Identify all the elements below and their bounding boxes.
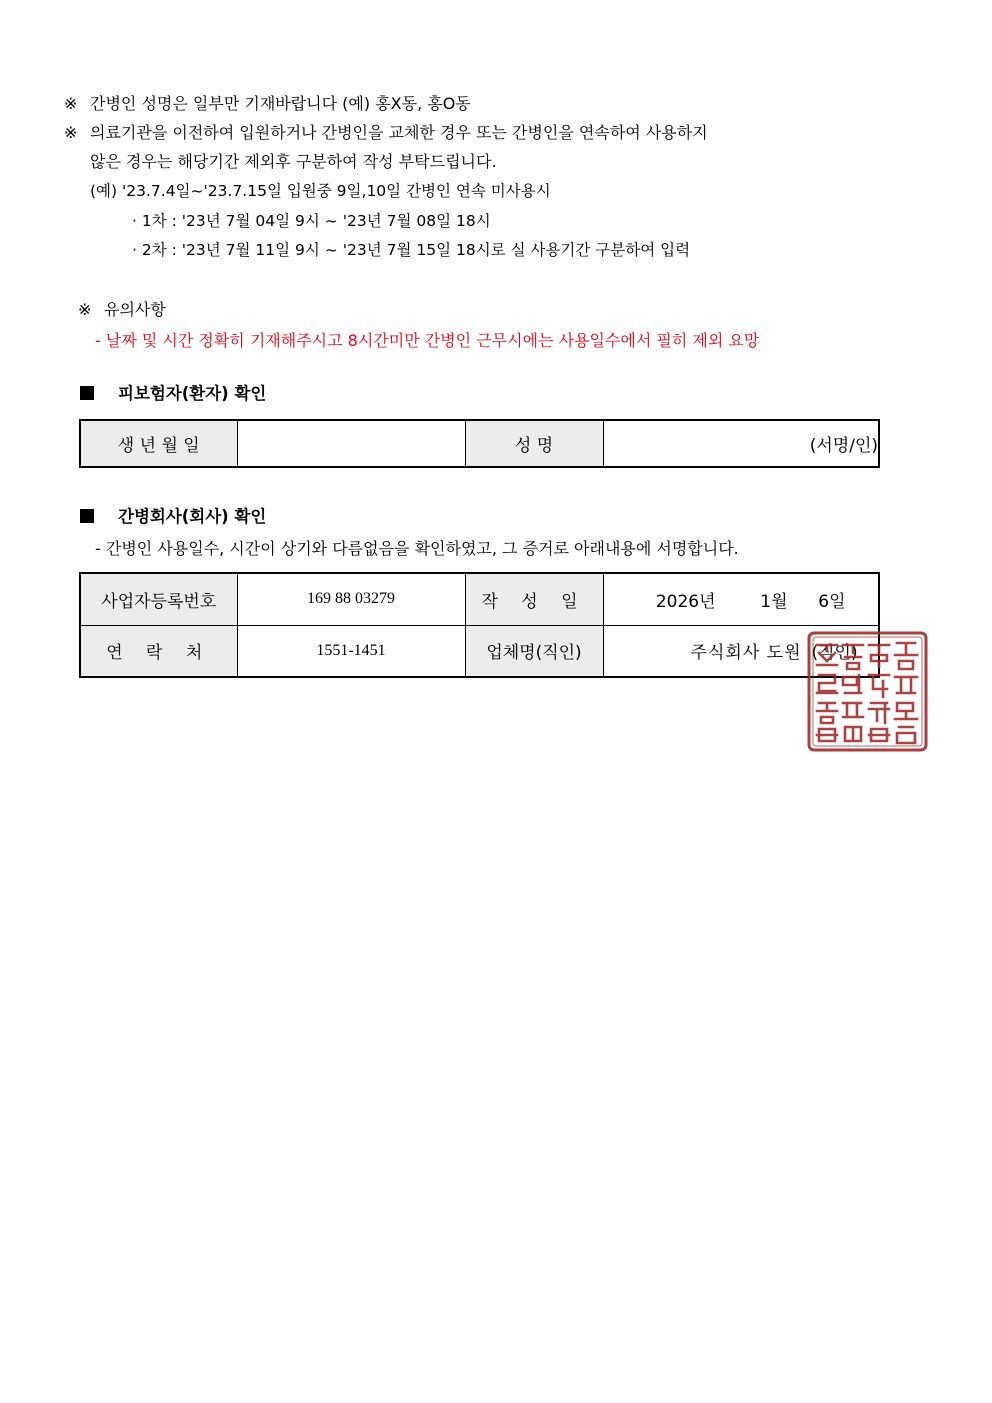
company-name: 주식회사 도원 bbox=[690, 643, 802, 664]
note-line-1: ※ 간병인 성명은 일부만 기재바랍니다 (예) 홍X동, 홍O동 bbox=[64, 94, 471, 113]
date-year: 2026년 bbox=[655, 591, 716, 612]
note-line-2: ※ 의료기관을 이전하여 입원하거나 간병인을 교체한 경우 또는 간병인을 연속하여 사용하지 bbox=[64, 123, 708, 142]
registration-number-label: 사업자등록번호 bbox=[80, 573, 237, 625]
note-example-second-period: · 2차 : '23년 7월 11일 9시 ~ '23년 7월 15일 18시로 실 사용기간 구분하여 입력 bbox=[132, 241, 691, 259]
signature-label: (서명/인) bbox=[809, 436, 878, 456]
square-bullet-icon bbox=[80, 509, 94, 523]
note-example-first-period: · 1차 : '23년 7월 04일 9시 ~ '23년 7월 08일 18시 bbox=[132, 212, 491, 230]
date-month: 1월 bbox=[760, 591, 788, 612]
date-day: 6일 bbox=[818, 591, 846, 612]
caution-title: ※ 유의사항 bbox=[78, 300, 166, 319]
square-bullet-icon bbox=[80, 386, 94, 400]
seal-label: (직인) bbox=[811, 643, 858, 664]
birth-date-field[interactable] bbox=[237, 420, 465, 467]
contact-label: 연 락 처 bbox=[80, 625, 237, 677]
company-seal-stamp-icon bbox=[807, 631, 928, 752]
note-line-3: 않은 경우는 해당기간 제외후 구분하여 작성 부탁드립니다. bbox=[90, 152, 497, 171]
company-statement: - 간병인 사용일수, 시간이 상기와 다름없음을 확인하였고, 그 증거로 아래내용에 서명합니다. bbox=[95, 539, 739, 558]
signature-field[interactable] bbox=[603, 420, 879, 467]
reference-mark-icon: ※ bbox=[64, 94, 78, 113]
date-label: 작 성 일 bbox=[465, 573, 603, 625]
contact-value: 1551-1451 bbox=[237, 625, 465, 677]
insured-table bbox=[79, 419, 880, 468]
reference-mark-icon: ※ bbox=[78, 300, 92, 319]
reference-mark-icon: ※ bbox=[64, 123, 78, 142]
name-label: 성 명 bbox=[465, 420, 603, 467]
registration-number-value: 169 88 03279 bbox=[237, 573, 465, 625]
note-example: (예) '23.7.4일~'23.7.15일 입원중 9일,10일 간병인 연속 미사용시 bbox=[90, 182, 551, 200]
caution-text: - 날짜 및 시간 정확히 기재해주시고 8시간미만 간병인 근무시에는 사용일수에서 필히 제외 요망 bbox=[95, 331, 760, 350]
company-table bbox=[79, 572, 880, 678]
company-heading: 간병회사(회사) 확인 bbox=[80, 507, 266, 527]
company-name-label: 업체명(직인) bbox=[465, 625, 603, 677]
birth-date-label: 생 년 월 일 bbox=[80, 420, 237, 467]
date-value bbox=[603, 573, 879, 625]
insured-heading: 피보험자(환자) 확인 bbox=[80, 384, 266, 404]
